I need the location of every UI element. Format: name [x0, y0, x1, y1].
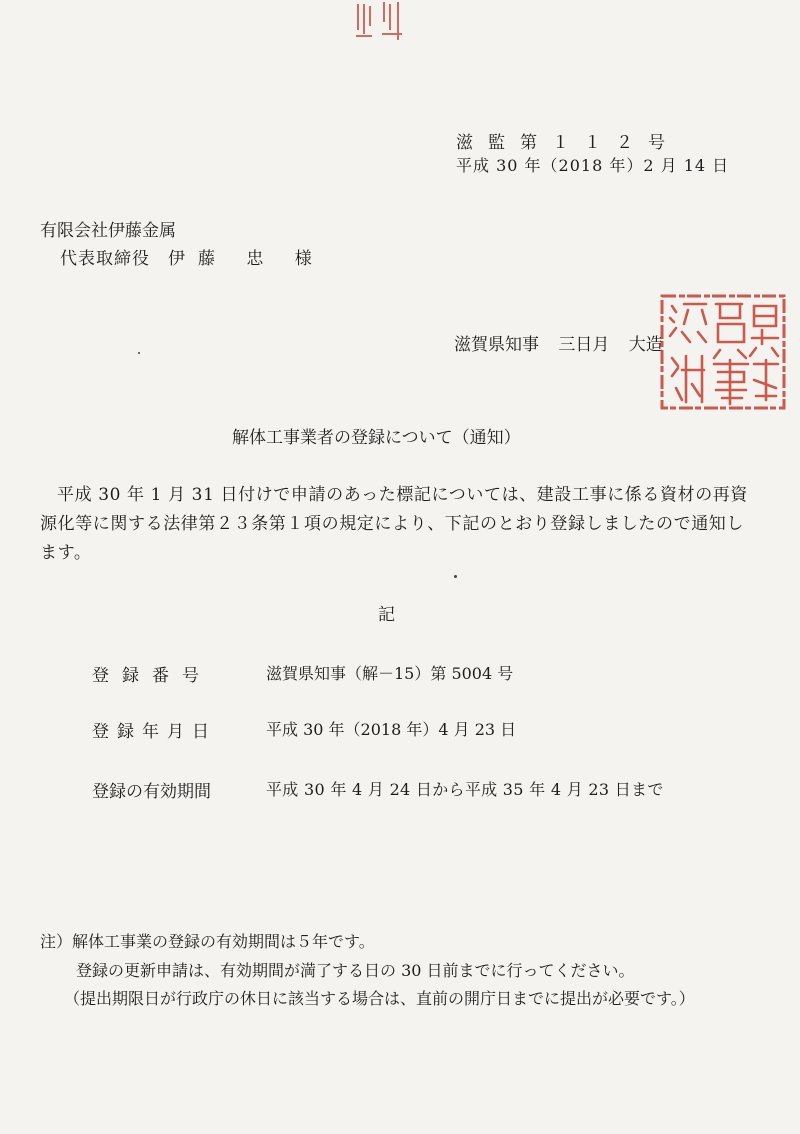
recipient-name: 伊藤 忠 様: [168, 249, 325, 269]
body-paragraph: 平成 30 年 1 月 31 日付けで申請のあった標記については、建設工事に係る資材の再資源化等に関する法律第２３条第１項の規定により、下記のとおり登録しましたので通知します。: [40, 485, 748, 563]
document-number: 滋監第１１２号: [456, 133, 680, 153]
paper-speck: [138, 352, 140, 354]
recipient-company: 有限会社伊藤金属: [40, 221, 176, 241]
sender-line: 滋賀県知事 三日月 大造: [454, 335, 663, 355]
detail-value-registration-date: 平成 30 年（2018 年）4 月 23 日: [266, 720, 517, 739]
document-date: 平成 30 年（2018 年）2 月 14 日: [456, 156, 730, 175]
official-seal: [658, 292, 788, 412]
detail-label-registration-date: 登録年月日: [92, 722, 217, 742]
paper-speck: [454, 575, 457, 578]
detail-label-validity-period: 登録の有効期間: [92, 782, 211, 802]
note-line: （提出期限日が行政庁の休日に該当する場合は、直前の開庁日までに提出が必要です。）: [64, 989, 695, 1008]
recipient-title: 代表取締役: [60, 249, 150, 269]
detail-label-registration-number: 登録番号: [92, 666, 212, 686]
seal-fragment-top: [352, 0, 408, 46]
detail-value-validity-period: 平成 30 年 4 月 24 日から平成 35 年 4 月 23 日まで: [266, 780, 664, 799]
ki-heading: 記: [378, 605, 395, 625]
document-subject: 解体工事業者の登録について（通知）: [232, 428, 521, 448]
detail-value-registration-number: 滋賀県知事（解－15）第 5004 号: [266, 664, 514, 683]
note-line: 注）解体工事業の登録の有効期間は５年です。: [40, 932, 375, 951]
note-line: 登録の更新申請は、有効期間が満了する日の 30 日前までに行ってください。: [76, 961, 635, 980]
